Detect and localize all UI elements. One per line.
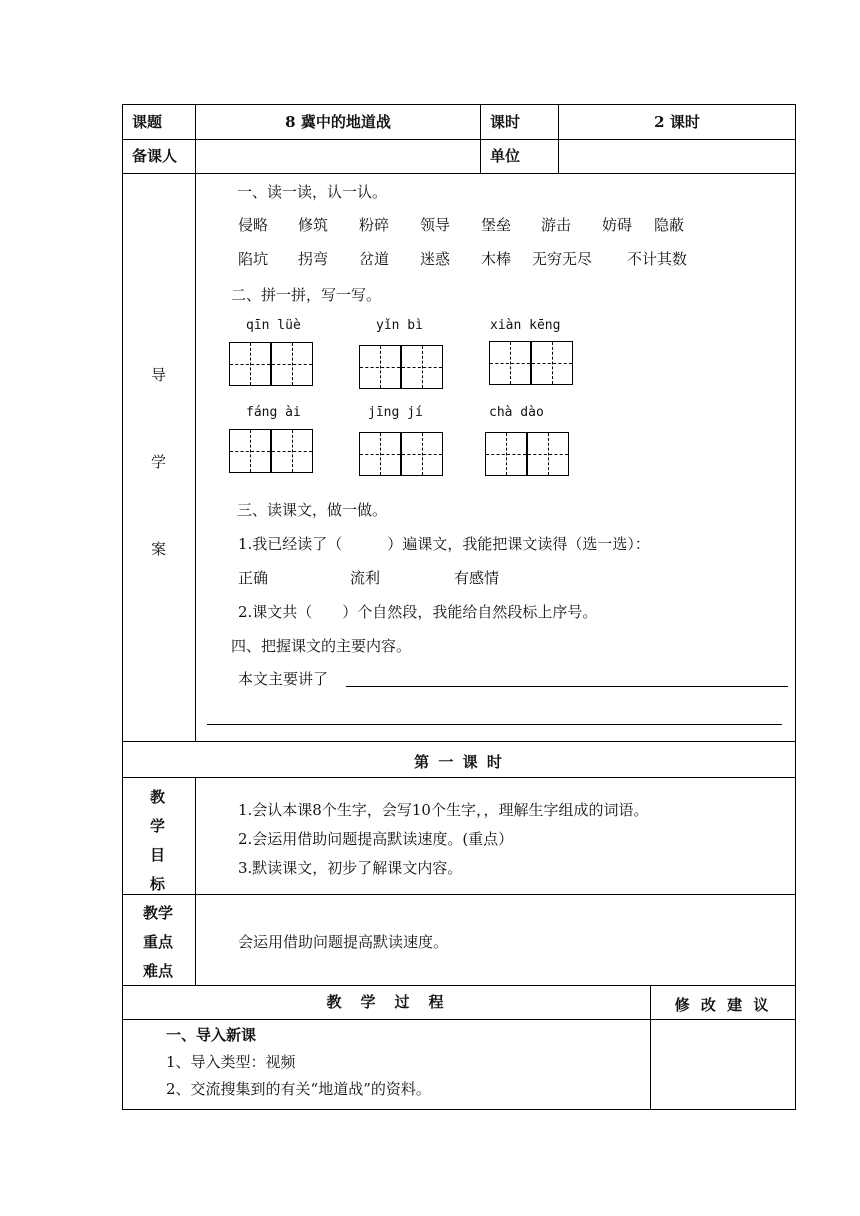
goals-label-char: 教: [150, 788, 166, 806]
word: 游击: [541, 216, 572, 234]
topic-label: 课题: [132, 113, 163, 131]
word: 堡垒: [481, 216, 512, 234]
option-fluent: 流利: [350, 569, 381, 587]
question-1: 1.我已经读了（ ）遍课文，我能把课文读得（选一选）：: [238, 535, 650, 553]
suggest-heading: 修 改 建 议: [674, 996, 772, 1014]
word: 侵略: [238, 216, 269, 234]
writing-box[interactable]: [359, 345, 401, 389]
word: 领导: [420, 216, 451, 234]
preparer-label: 备课人: [132, 147, 178, 165]
word: 拐弯: [298, 250, 329, 268]
pinyin-label: chà dào: [489, 405, 544, 420]
word: 木棒: [481, 250, 512, 268]
topic-value: 8 冀中的地道战: [285, 113, 391, 131]
writing-box[interactable]: [229, 342, 271, 386]
word: 不计其数: [627, 250, 688, 268]
hours-value: 2 课时: [654, 113, 700, 131]
hours-label: 课时: [490, 113, 521, 131]
answer-line[interactable]: [346, 686, 788, 687]
goal-item: 3.默读课文，初步了解课文内容。: [238, 859, 463, 877]
option-emotional: 有感情: [454, 569, 500, 587]
word: 陷坑: [238, 250, 269, 268]
key-label: 教学: [143, 904, 174, 922]
key-label: 难点: [143, 962, 174, 980]
option-correct: 正确: [238, 569, 269, 587]
key-text: 会运用借助问题提高默读速度。: [238, 933, 449, 951]
writing-box[interactable]: [271, 342, 313, 386]
writing-box[interactable]: [359, 432, 401, 476]
section1-title: 一、读一读，认一认。: [237, 183, 388, 201]
pinyin-label: fáng ài: [246, 405, 301, 420]
process-heading: 教 学 过 程: [326, 993, 446, 1011]
pinyin-label: jīng jí: [368, 405, 423, 420]
word: 修筑: [298, 216, 329, 234]
writing-box[interactable]: [489, 341, 531, 385]
section4-title: 四、把握课文的主要内容。: [231, 637, 412, 655]
word: 粉碎: [359, 216, 390, 234]
writing-box[interactable]: [229, 429, 271, 473]
writing-box[interactable]: [401, 432, 443, 476]
pinyin-label: xiàn kēng: [490, 318, 561, 333]
goals-label-char: 标: [150, 875, 166, 893]
writing-box[interactable]: [401, 345, 443, 389]
guide-side-char-3: 案: [151, 540, 167, 558]
word: 妨碍: [602, 216, 633, 234]
writing-box[interactable]: [271, 429, 313, 473]
writing-box[interactable]: [531, 341, 573, 385]
guide-side-char-1: 导: [151, 366, 167, 384]
guide-side-char-2: 学: [151, 453, 167, 471]
intro-item: 1、导入类型：视频: [166, 1053, 296, 1071]
intro-title: 一、导入新课: [166, 1026, 257, 1044]
word: 岔道: [359, 250, 390, 268]
writing-box[interactable]: [527, 432, 569, 476]
section2-title: 二、拼一拼，写一写。: [231, 286, 382, 304]
pinyin-label: qīn lüè: [246, 318, 301, 333]
goals-label-char: 目: [150, 846, 166, 864]
goal-item: 2.会运用借助问题提高默读速度。(重点）: [238, 830, 514, 848]
pinyin-label: yǐn bì: [376, 318, 423, 333]
intro-item: 2、交流搜集到的有关“地道战”的资料。: [166, 1080, 431, 1098]
section3-title: 三、读课文，做一做。: [237, 501, 388, 519]
writing-box[interactable]: [485, 432, 527, 476]
word: 迷惑: [420, 250, 451, 268]
question-2: 2.课文共（ ）个自然段，我能给自然段标上序号。: [238, 603, 598, 621]
key-label: 重点: [143, 933, 174, 951]
lesson-heading: 第 一 课 时: [414, 753, 504, 771]
word: 隐蔽: [654, 216, 685, 234]
summary-prompt: 本文主要讲了: [238, 670, 329, 688]
answer-line[interactable]: [207, 724, 782, 725]
goal-item: 1.会认本课8个生字，会写10个生字，，理解生字组成的词语。: [238, 801, 649, 819]
word: 无穷无尽: [532, 250, 593, 268]
goals-label-char: 学: [150, 817, 166, 835]
unit-label: 单位: [490, 147, 521, 165]
